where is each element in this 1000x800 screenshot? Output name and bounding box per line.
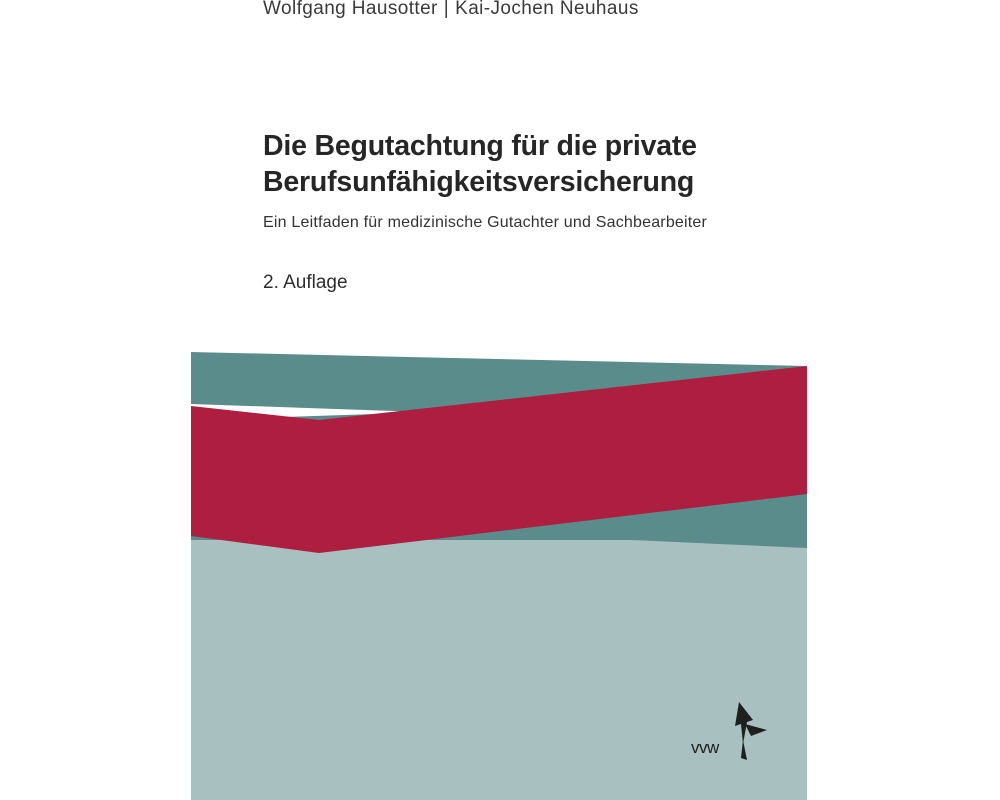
book-cover: [191, 0, 807, 800]
cover-graphic-bands: [191, 0, 807, 800]
book-subtitle: Ein Leitfaden für medizinische Gutachter und Sachbearbeiter: [263, 214, 708, 231]
title-line-2: Berufsunfähigkeitsversicherung: [263, 166, 695, 198]
author-1: Wolfgang Hausotter: [263, 0, 438, 19]
author-separator: |: [443, 0, 450, 19]
title-line-1: Die Begutachtung für die private: [263, 130, 697, 162]
publisher-logo-text: vvw: [691, 738, 719, 757]
book-edition: 2. Auflage: [263, 272, 348, 293]
author-2: Kai-Jochen Neuhaus: [455, 0, 639, 19]
